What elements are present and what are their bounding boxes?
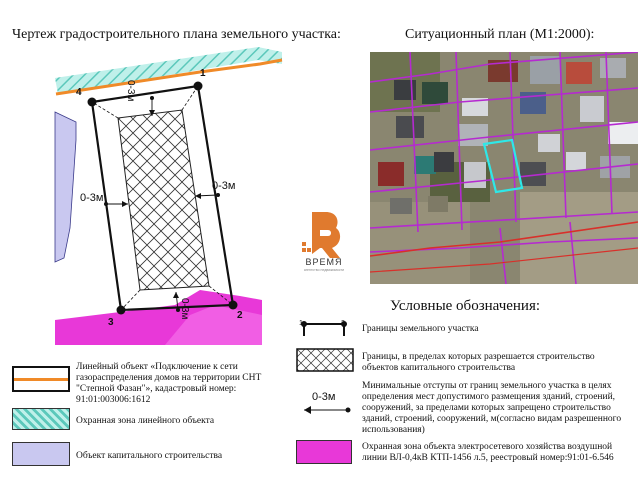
point-label-4: 4	[76, 87, 82, 98]
legend-title: Условные обозначения:	[390, 298, 541, 314]
build-area	[118, 110, 209, 290]
legend-build-area-text: Границы, в пределах которых разрешается строительство объектов капитального строительства	[362, 352, 595, 373]
setback-label-top: 0-3м	[125, 80, 136, 102]
capital-object-area	[55, 112, 76, 262]
point-label-1: 1	[200, 68, 206, 79]
legend-line-object-text: Линейный объект «Подключение к сети газораспределения домов на территории СНТ "Степной Фазан"», кадастровый номер: 91:01:003006:1612	[76, 362, 262, 405]
setback-label-bottom: 0-3м	[179, 298, 190, 320]
legend-swatch-line-object	[12, 366, 70, 392]
legend-setback-label: 0-3м	[312, 391, 336, 403]
setback-label-right: 0-3м	[212, 180, 236, 192]
drawing-title: Чертеж градостроительного плана земельного участка:	[12, 27, 341, 42]
legend-protection-zone-text: Охранная зона линейного объекта	[76, 416, 215, 426]
legend-power-zone-text: Охранная зона объекта электросетевого хозяйства воздушной линии ВЛ-0,4кВ КТП-1456 л.5, реестровый номер:91:01-6.546	[362, 442, 614, 463]
aerial-image	[370, 52, 638, 284]
legend-swatch-setback	[296, 404, 354, 416]
logo-name: ВРЕМЯ	[305, 257, 343, 267]
legend-swatch-protection-zone	[12, 408, 70, 430]
point-label-3: 3	[108, 317, 114, 328]
protection-zone-line-area	[55, 47, 282, 94]
legend-setback-text: Минимальные отступы от границ земельного участка в целях определения мест допустимого размещения зданий, строений, сооружений, за пределами которых запрещено строительство зданий, строений, сооружений, м(согласно видам разрешенного использования)	[362, 381, 622, 435]
legend-swatch-capital-object	[12, 442, 70, 466]
legend-boundary-text: Границы земельного участка	[362, 324, 479, 334]
legend-boundary-point-1: 1	[299, 320, 303, 327]
situation-plan-map	[370, 52, 638, 284]
legend-boundary-point-2: 2	[341, 320, 345, 327]
legend-swatch-build-area	[296, 348, 354, 372]
situation-plan-title: Ситуационный план (М1:2000):	[405, 27, 595, 42]
point-label-2: 2	[237, 310, 243, 321]
setback-label-left: 0-3м	[80, 192, 104, 204]
legend-swatch-boundary	[296, 318, 356, 340]
urban-plan-drawing	[0, 0, 300, 345]
logo-tagline: агентство недвижимости	[303, 268, 345, 272]
legend-capital-object-text: Объект капитального строительства	[76, 451, 223, 461]
legend-swatch-power-zone	[296, 440, 352, 464]
